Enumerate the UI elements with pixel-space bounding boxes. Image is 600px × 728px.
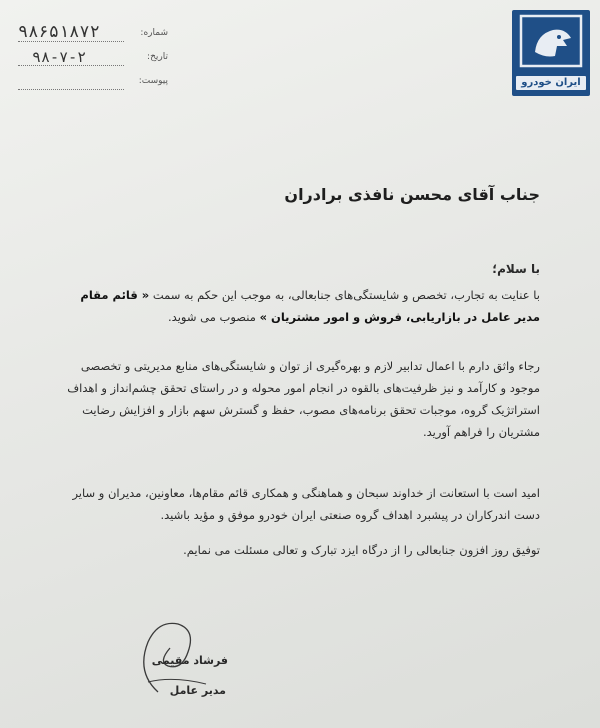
cooperation-paragraph: امید است با استعانت از خداوند سبحان و هماهنگی و همکاری قائم مقام‌ها، معاونین، مدیران و سایر دست اندرکاران در پیشبرد اهداف گروه صنعتی ایران خودرو موفق و مؤید باشید. [72, 486, 540, 522]
attachment-row [18, 70, 168, 94]
letter-number: ۹۸۶۵۱۸۷۲ [18, 22, 100, 42]
company-logo [512, 10, 590, 96]
closing-paragraph: توفیق روز افزون جنابعالی را از درگاه ایزد تبارک و تعالی مسئلت می نمایم. [183, 543, 540, 557]
appointment-end: منصوب می شوید. [168, 310, 260, 324]
appointment-paragraph [60, 284, 540, 328]
number-label: شماره: [140, 28, 168, 38]
recipient-line: جناب آقای محسن نافذی برادران [284, 185, 540, 204]
letter-metadata [18, 22, 168, 94]
signer-title: مدیر عامل [169, 684, 226, 697]
greeting: با سلام؛ [492, 262, 540, 276]
number-row [18, 22, 168, 46]
number-line [18, 41, 124, 42]
date-label: تاریخ: [147, 52, 168, 62]
appointment-intro: با عنایت به تجارب، تخصص و شایستگی‌های جنابعالی، به موجب این حکم به سمت [149, 288, 540, 302]
attachment-label: پیوست: [138, 76, 168, 86]
logo-wordmark: ایران خودرو [516, 76, 586, 90]
date-row [18, 46, 168, 70]
expectations-paragraph: رجاء واثق دارم با اعمال تدابیر لازم و بهره‌گیری از توان و شایستگی‌های منابع مدیریتی و تخصصی موجود و کارآمد و نیز ظرفیت‌های بالقوه در انجام امور محوله و در راستای تحقق چشم‌انداز و اهداف استراتژیک گروه، موجبات تحقق برنامه‌های مصوب، حفظ و گسترش سهم بازار و افزایش رضایت مشتریان را فراهم آورید. [67, 359, 540, 439]
appointment-role: « قائم مقام مدیر عامل در بازاریابی، فروش و امور مشتریان » [80, 288, 540, 324]
attachment-line [18, 89, 124, 90]
date-line [18, 65, 124, 66]
letter-date: ۹۸-۷-۲ [32, 48, 87, 66]
lion-head-icon [512, 10, 590, 72]
signature-block [118, 612, 228, 712]
signer-name: فرشاد مقیمی [151, 654, 228, 667]
